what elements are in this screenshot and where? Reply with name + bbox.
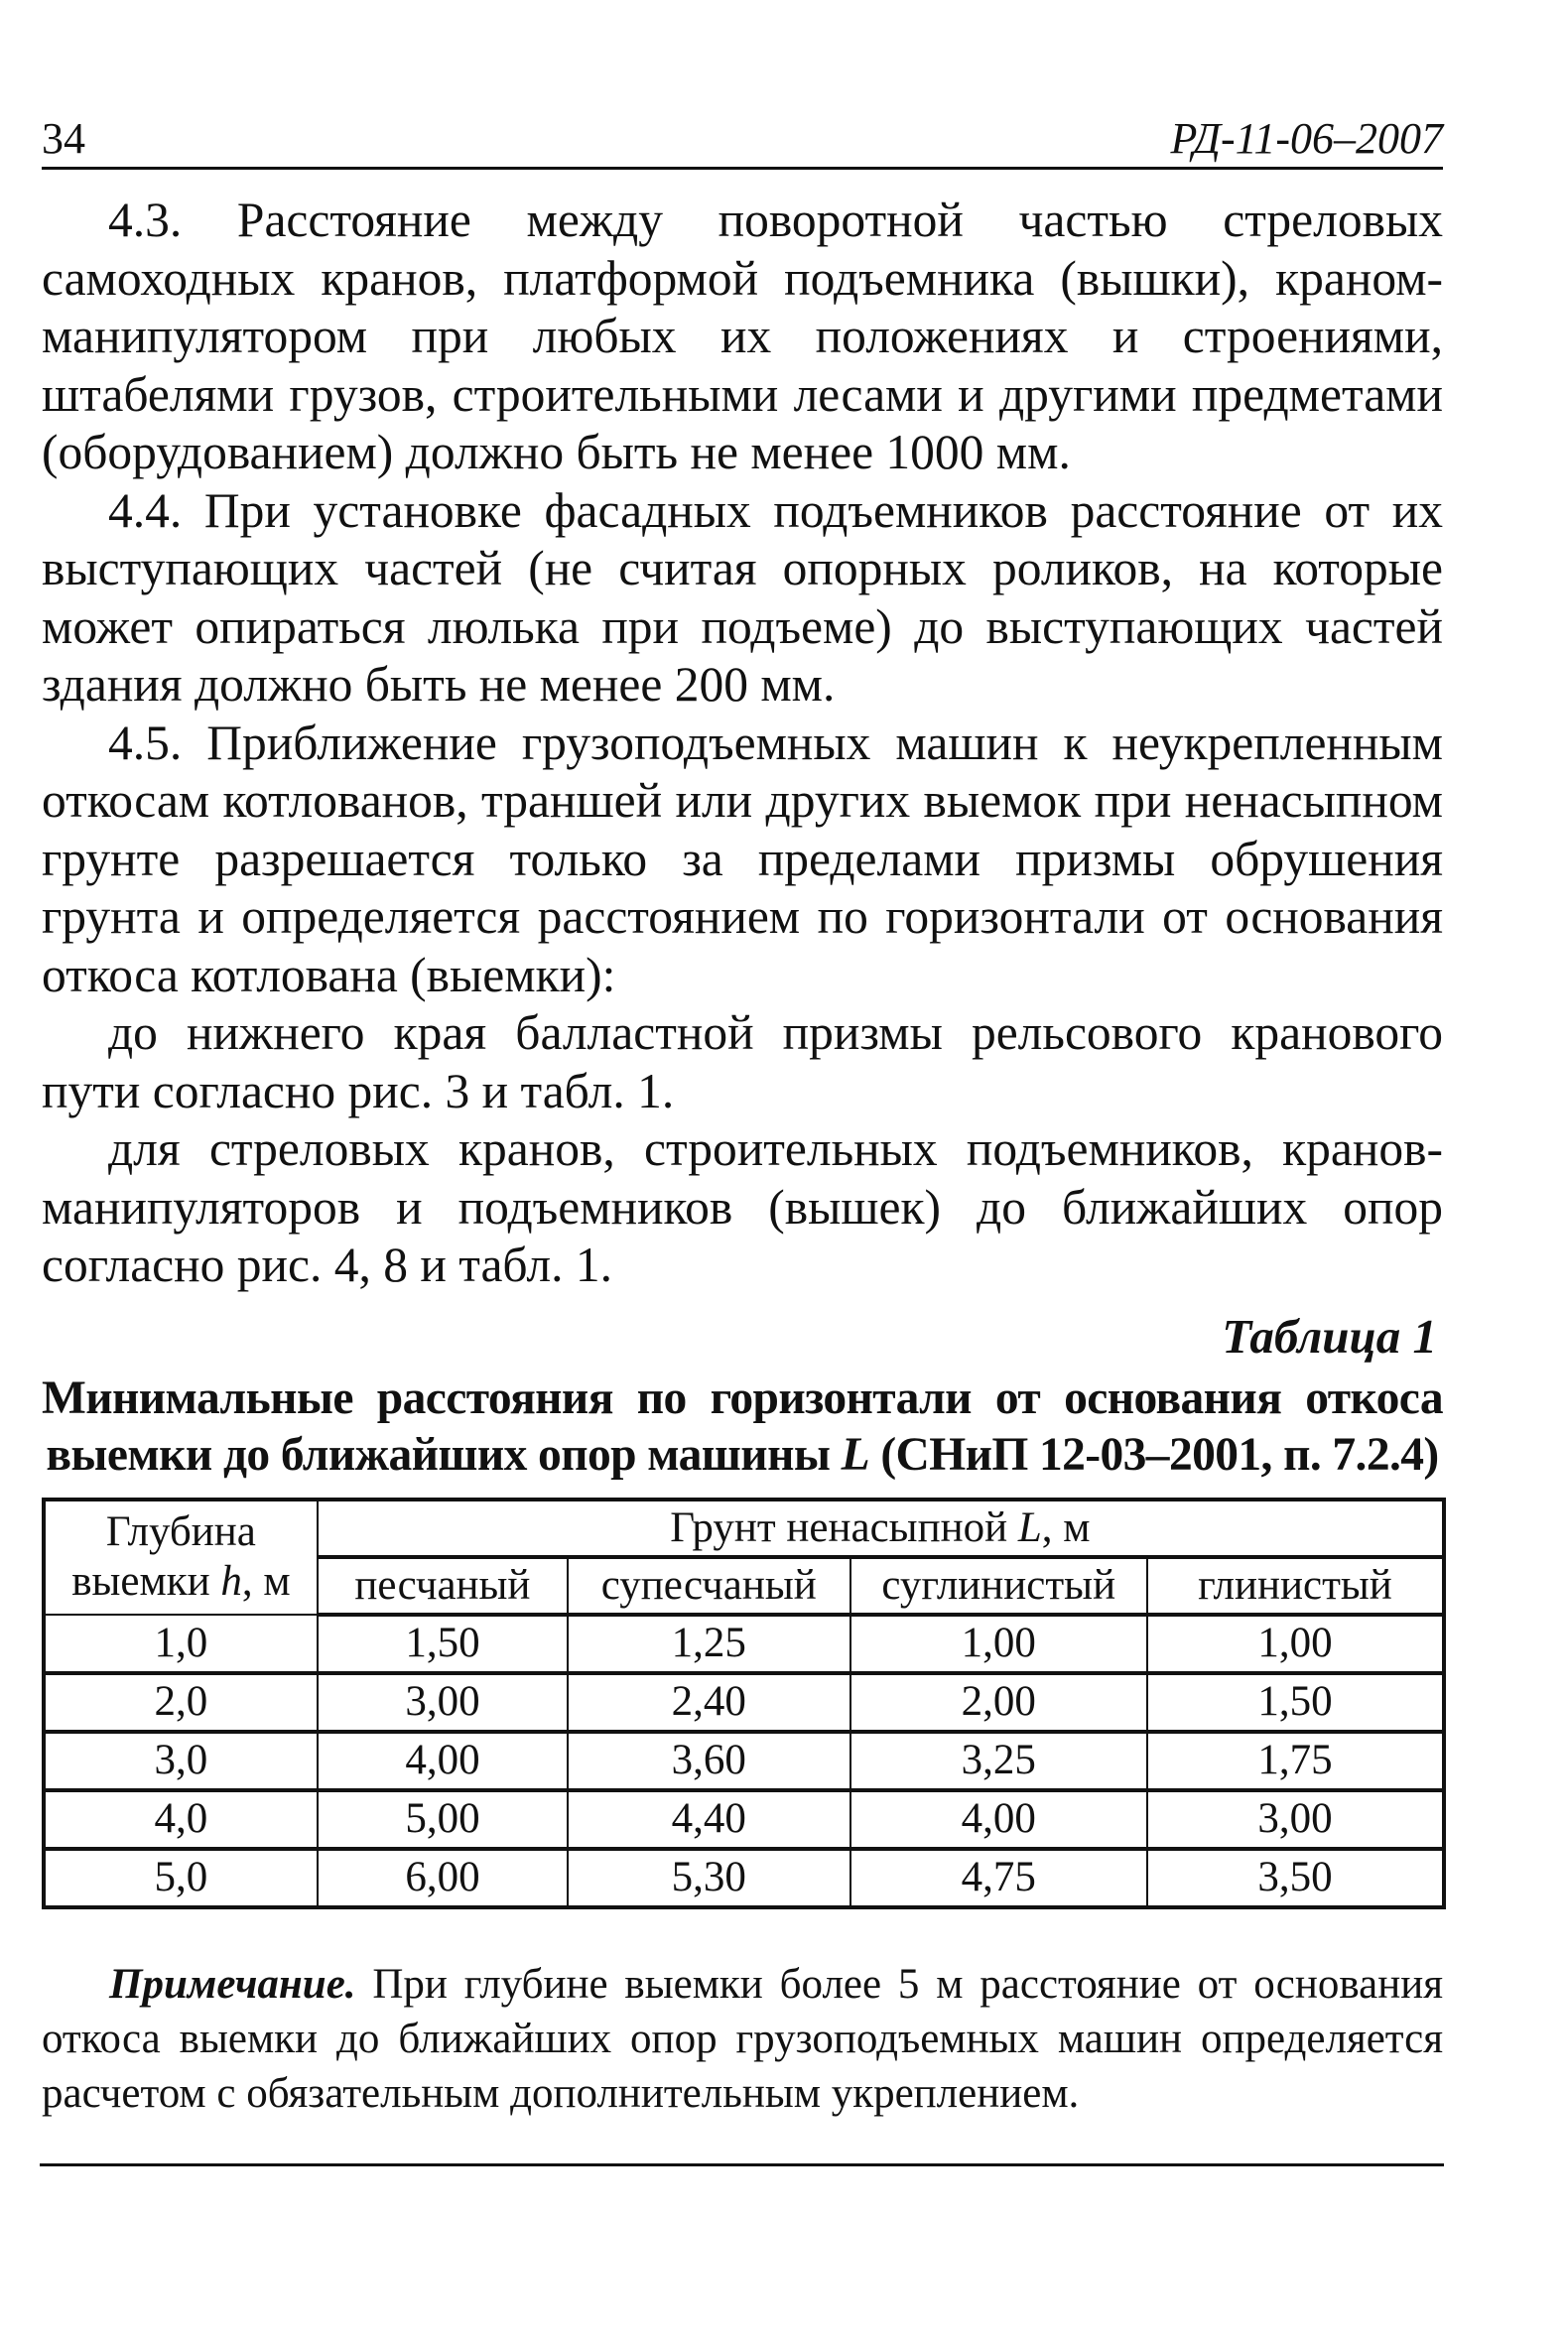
table-cell: 6,00 (318, 1849, 568, 1907)
table-cell: 4,75 (850, 1849, 1147, 1907)
soil-group-header-unit: , м (1041, 1503, 1091, 1551)
depth-header-symbol: h (220, 1558, 242, 1605)
table-cell: 4,00 (850, 1790, 1147, 1849)
paragraph-4-3: 4.3. Расстояние между поворотной частью стреловых самоходных кранов, платформой подъемника (вышки), краном-манипулятором при любых их положениях и строениями, штабелями грузов, строительными лесами и другими предметами (оборудованием) должно быть не менее 1000 мм. (42, 193, 1443, 479)
table-cell: 3,0 (44, 1732, 318, 1790)
column-header-clay: глинистый (1147, 1557, 1444, 1615)
table-cell: 3,00 (1147, 1790, 1444, 1849)
table-note (42, 1957, 1443, 2121)
table-cell: 3,00 (318, 1673, 568, 1732)
table-row (44, 1615, 1444, 1673)
column-header-sandy-loam: супесчаный (568, 1557, 849, 1615)
table-title-source: (СНиП 12-03–2001, п. 7.2.4) (880, 1428, 1439, 1481)
document-page (42, 114, 1443, 2121)
table-cell: 5,0 (44, 1849, 318, 1907)
page-header (42, 114, 1443, 170)
page-number: 34 (42, 114, 85, 163)
table-title-text: Минимальные расстояния по горизонтали от основания откоса выемки до ближайших опор машины (42, 1371, 1443, 1481)
soil-group-header-text: Грунт ненасыпной (670, 1503, 1008, 1551)
depth-column-header (44, 1500, 318, 1615)
table-cell: 1,50 (318, 1615, 568, 1673)
table-cell: 4,00 (318, 1732, 568, 1790)
table-cell: 4,40 (568, 1790, 849, 1849)
column-header-sand: песчаный (318, 1557, 568, 1615)
table-cell: 1,50 (1147, 1673, 1444, 1732)
table-cell: 2,0 (44, 1673, 318, 1732)
paragraph-4-5-boom: для стреловых кранов, строительных подъемников, кранов-манипуляторов и подъемников (вышек) до ближайших опор согласно рис. 4, 8 и табл. 1. (42, 1121, 1443, 1292)
table-cell: 1,0 (44, 1615, 318, 1673)
table-cell: 1,75 (1147, 1732, 1444, 1790)
table-cell: 3,50 (1147, 1849, 1444, 1907)
table-cell: 2,00 (850, 1673, 1147, 1732)
table-row (44, 1790, 1444, 1849)
paragraph-4-5-rail: до нижнего края балластной призмы рельсового кранового пути согласно рис. 3 и табл. 1. (42, 1005, 1443, 1118)
table-cell: 1,00 (1147, 1615, 1444, 1673)
table-row (44, 1673, 1444, 1732)
table-cell: 2,40 (568, 1673, 849, 1732)
distance-table (42, 1498, 1446, 1909)
document-code: РД-11-06–2007 (1170, 114, 1443, 163)
note-paragraph (42, 1957, 1443, 2121)
table-row (44, 1849, 1444, 1907)
note-text: При глубине выемки более 5 м расстояние от основания откоса выемки до ближайших опор грузоподъемных машин определяется расчетом с обязательным дополнительным укреплением. (42, 1960, 1443, 2117)
table-title-symbol: L (841, 1428, 870, 1481)
table-cell: 3,60 (568, 1732, 849, 1790)
table-cell: 1,00 (850, 1615, 1147, 1673)
body-text (42, 192, 1443, 1295)
depth-header-unit: , м (241, 1558, 291, 1605)
table-cell: 5,00 (318, 1790, 568, 1849)
depth-header-text: Глубина выемки (71, 1508, 256, 1605)
soil-group-header-symbol: L (1017, 1503, 1042, 1551)
paragraph-4-4: 4.4. При установке фасадных подъемников расстояние от их выступающих частей (не считая опорных роликов, на которые может опираться люлька при подъеме) до выступающих частей здания должно быть не менее 200 мм. (42, 482, 1443, 712)
table-cell: 5,30 (568, 1849, 849, 1907)
footer-divider (40, 2163, 1444, 2166)
paragraph-4-5: 4.5. Приближение грузоподъемных машин к неукрепленным откосам котлованов, траншей или других выемок при ненасыпном грунте разрешается только за пределами призмы обрушения грунта и определяется расстоянием по горизонтали от основания откоса котлована (выемки): (42, 715, 1443, 1002)
table-header-row (44, 1500, 1444, 1557)
column-header-loam: суглинистый (850, 1557, 1147, 1615)
table-title (42, 1370, 1443, 1484)
table-cell: 1,25 (568, 1615, 849, 1673)
soil-group-header (318, 1500, 1444, 1557)
table-cell: 3,25 (850, 1732, 1147, 1790)
table-cell: 4,0 (44, 1790, 318, 1849)
table-row (44, 1732, 1444, 1790)
note-label: Примечание. (109, 1960, 356, 2008)
table-label: Таблица 1 (1222, 1308, 1437, 1364)
